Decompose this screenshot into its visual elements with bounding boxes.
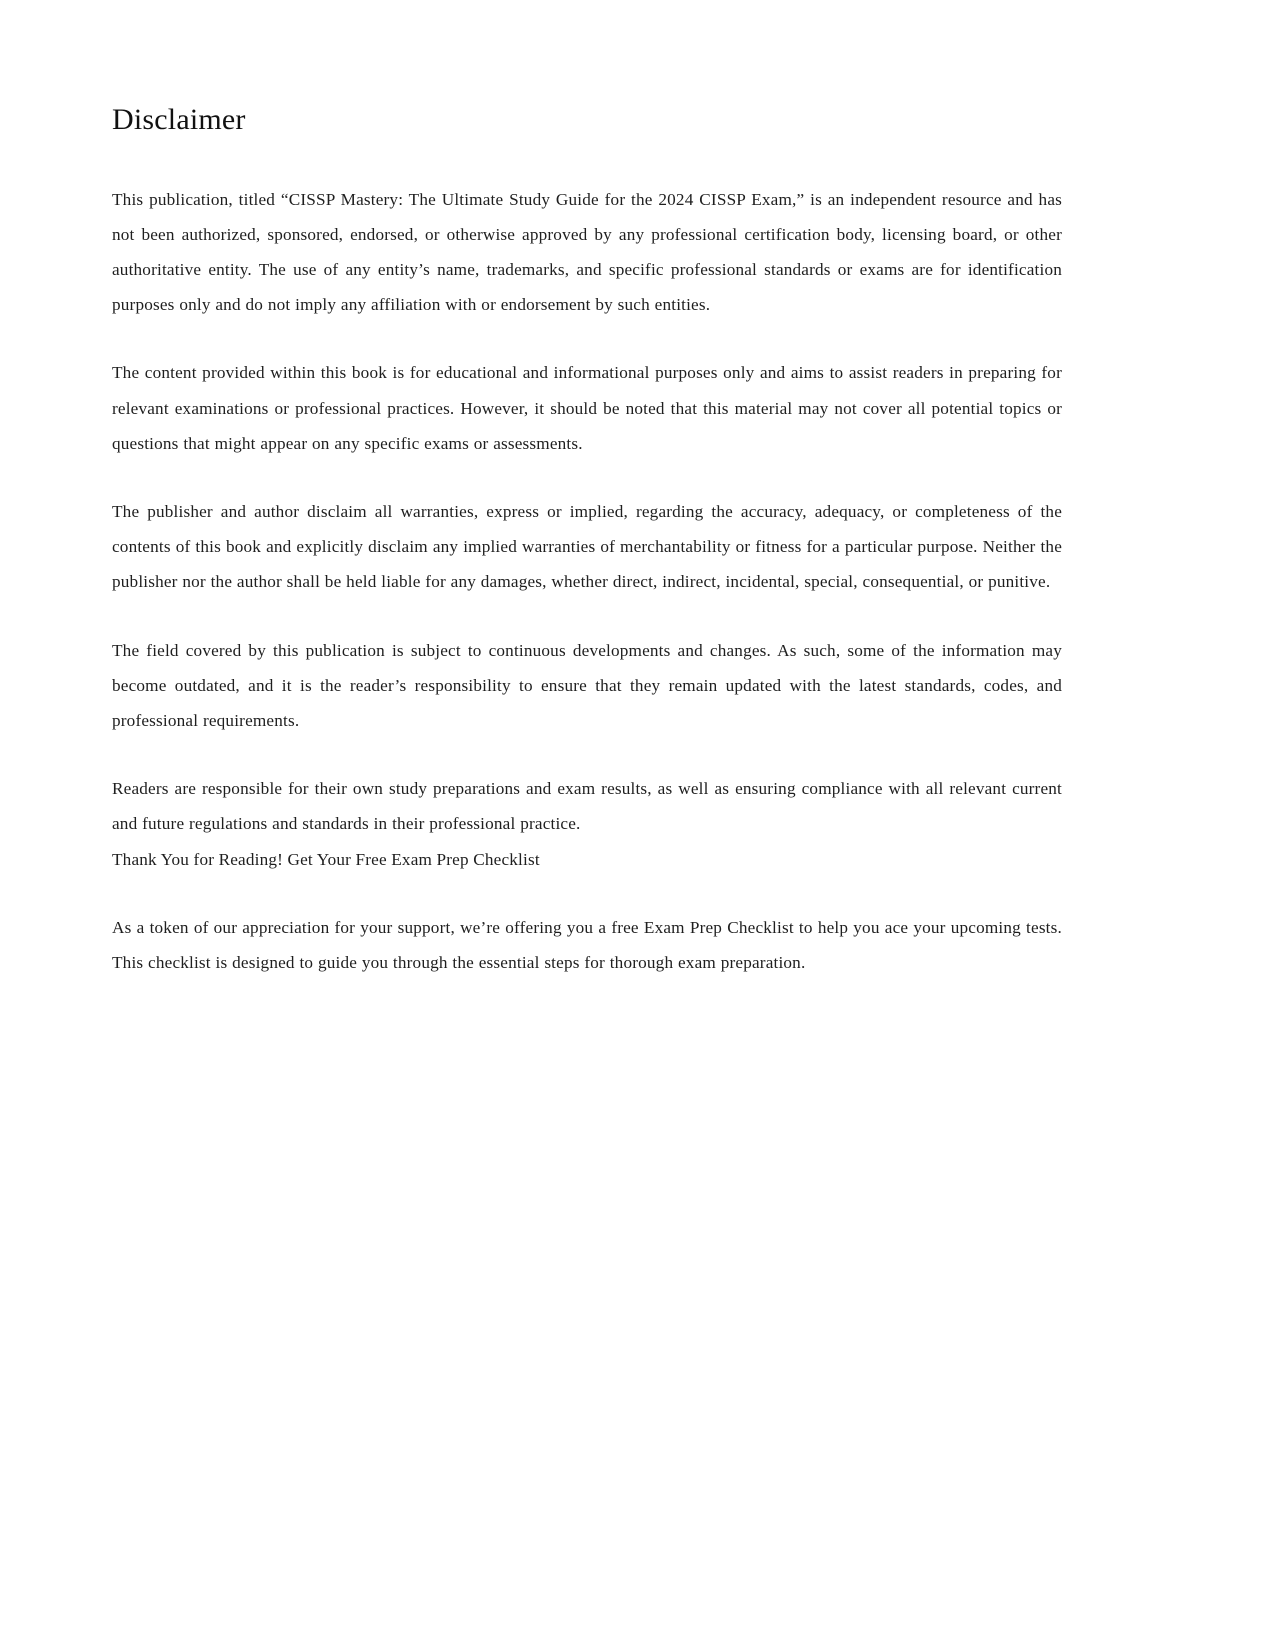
paragraph-reader-responsibility: Readers are responsible for their own study preparations and exam results, as well as ensuring compliance with all relevant current and future regulations and standards in their professional practice.	[112, 779, 1062, 834]
thank-you-heading: Thank You for Reading! Get Your Free Exam Prep Checklist	[112, 849, 540, 869]
paragraph-publication-notice: This publication, titled “CISSP Mastery: The Ultimate Study Guide for the 2024 CISSP Exam,” is an independent resource and has not been authorized, sponsored, endorsed, or otherwise approved by any professional certification body, licensing board, or other authoritative entity. The use of any entity’s name, trademarks, and specific professional standards or exams are for identification purposes only and do not imply any affiliation with or endorsement by such entities.	[112, 189, 1062, 315]
paragraph-field-changes: The field covered by this publication is subject to continuous developments and changes. As such, some of the information may become outdated, and it is the reader’s responsibility to ensure that they remain updated with the latest standards, codes, and professional requirements.	[112, 640, 1062, 730]
page-title: Disclaimer	[112, 103, 246, 136]
paragraph-warranty-disclaimer: The publisher and author disclaim all warranties, express or implied, regarding the accuracy, adequacy, or completeness of the contents of this book and explicitly disclaim any implied warranties of merchantability or fitness for a particular purpose. Neither the publisher nor the author shall be held liable for any damages, whether direct, indirect, incidental, special, consequential, or punitive.	[112, 501, 1062, 592]
paragraph-free-checklist-offer: As a token of our appreciation for your support, we’re offering you a free Exam Prep Checklist to help you ace your upcoming tests. This checklist is designed to guide you through the essential steps for thorough exam preparation.	[112, 917, 1062, 972]
document-body	[112, 103, 1062, 980]
paragraph-educational-purpose: The content provided within this book is for educational and informational purposes only and aims to assist readers in preparing for relevant examinations or professional practices. However, it should be noted that this material may not cover all potential topics or questions that might appear on any specific exams or assessments.	[112, 363, 1062, 453]
